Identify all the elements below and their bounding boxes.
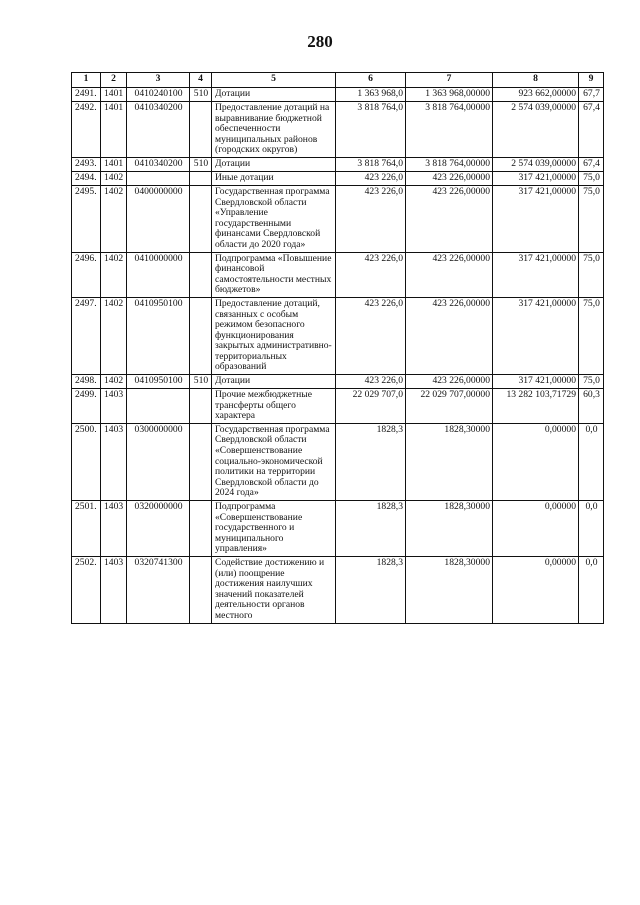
item-name: Государственная программа Свердловской области «Совершенствование социально-экономической политики на территории Свердловской области до 2024 года» xyxy=(212,423,336,500)
section-code: 1402 xyxy=(101,171,127,185)
table-row xyxy=(72,375,604,389)
row-number: 2493. xyxy=(72,157,101,171)
expense-type-code xyxy=(190,185,212,252)
table-row xyxy=(72,423,604,500)
header-col-5: 5 xyxy=(212,73,336,88)
section-code: 1401 xyxy=(101,102,127,158)
percent-col-9: 75,0 xyxy=(579,297,604,374)
expense-type-code xyxy=(190,171,212,185)
item-name: Иные дотации xyxy=(212,171,336,185)
section-code: 1403 xyxy=(101,389,127,424)
table-row xyxy=(72,556,604,623)
row-number: 2494. xyxy=(72,171,101,185)
section-code: 1401 xyxy=(101,157,127,171)
value-col-6: 3 818 764,0 xyxy=(336,102,406,158)
header-col-8: 8 xyxy=(493,73,579,88)
expense-type-code xyxy=(190,389,212,424)
section-code: 1401 xyxy=(101,88,127,102)
row-number: 2491. xyxy=(72,88,101,102)
percent-col-9: 0,0 xyxy=(579,501,604,557)
expense-type-code xyxy=(190,252,212,297)
target-article-code: 0410000000 xyxy=(127,252,190,297)
value-col-6: 423 226,0 xyxy=(336,297,406,374)
table-row xyxy=(72,252,604,297)
item-name: Предоставление дотаций на выравнивание бюджетной обеспеченности муниципальных районов (городских округов) xyxy=(212,102,336,158)
value-col-7: 423 226,00000 xyxy=(406,185,493,252)
value-col-6: 1828,3 xyxy=(336,556,406,623)
value-col-7: 423 226,00000 xyxy=(406,252,493,297)
value-col-7: 423 226,00000 xyxy=(406,297,493,374)
value-col-8: 0,00000 xyxy=(493,556,579,623)
value-col-7: 22 029 707,00000 xyxy=(406,389,493,424)
section-code: 1402 xyxy=(101,375,127,389)
target-article-code xyxy=(127,389,190,424)
target-article-code: 0410340200 xyxy=(127,157,190,171)
target-article-code: 0410340200 xyxy=(127,102,190,158)
target-article-code: 0410950100 xyxy=(127,375,190,389)
percent-col-9: 67,4 xyxy=(579,157,604,171)
section-code: 1403 xyxy=(101,501,127,557)
header-col-9: 9 xyxy=(579,73,604,88)
row-number: 2497. xyxy=(72,297,101,374)
table-row xyxy=(72,157,604,171)
value-col-8: 0,00000 xyxy=(493,423,579,500)
percent-col-9: 75,0 xyxy=(579,375,604,389)
target-article-code xyxy=(127,171,190,185)
percent-col-9: 0,0 xyxy=(579,556,604,623)
value-col-8: 2 574 039,00000 xyxy=(493,102,579,158)
row-number: 2501. xyxy=(72,501,101,557)
percent-col-9: 75,0 xyxy=(579,252,604,297)
header-row xyxy=(72,73,604,88)
header-col-7: 7 xyxy=(406,73,493,88)
item-name: Подпрограмма «Повышение финансовой самостоятельности местных бюджетов» xyxy=(212,252,336,297)
budget-table xyxy=(71,72,604,624)
value-col-8: 317 421,00000 xyxy=(493,185,579,252)
value-col-7: 1828,30000 xyxy=(406,423,493,500)
target-article-code: 0320000000 xyxy=(127,501,190,557)
table-row xyxy=(72,102,604,158)
expense-type-code xyxy=(190,501,212,557)
target-article-code: 0320741300 xyxy=(127,556,190,623)
item-name: Прочие межбюджетные трансферты общего характера xyxy=(212,389,336,424)
item-name: Подпрограмма «Совершенствование государственного и муниципального управления» xyxy=(212,501,336,557)
section-code: 1403 xyxy=(101,556,127,623)
item-name: Предоставление дотаций, связанных с особым режимом безопасного функционирования закрытых административно-территориальных образований xyxy=(212,297,336,374)
value-col-7: 3 818 764,00000 xyxy=(406,157,493,171)
item-name: Содействие достижению и (или) поощрение достижения наилучших значений показателей деятельности органов местного xyxy=(212,556,336,623)
value-col-6: 1 363 968,0 xyxy=(336,88,406,102)
value-col-8: 317 421,00000 xyxy=(493,297,579,374)
value-col-6: 1828,3 xyxy=(336,501,406,557)
percent-col-9: 0,0 xyxy=(579,423,604,500)
value-col-6: 423 226,0 xyxy=(336,185,406,252)
expense-type-code: 510 xyxy=(190,157,212,171)
value-col-7: 1828,30000 xyxy=(406,501,493,557)
expense-type-code xyxy=(190,297,212,374)
table-row xyxy=(72,501,604,557)
percent-col-9: 67,7 xyxy=(579,88,604,102)
value-col-7: 423 226,00000 xyxy=(406,171,493,185)
section-code: 1403 xyxy=(101,423,127,500)
value-col-6: 423 226,0 xyxy=(336,252,406,297)
expense-type-code xyxy=(190,556,212,623)
value-col-8: 0,00000 xyxy=(493,501,579,557)
table-row xyxy=(72,171,604,185)
value-col-7: 1828,30000 xyxy=(406,556,493,623)
item-name: Государственная программа Свердловской области «Управление государственными финансами Свердловской области до 2020 года» xyxy=(212,185,336,252)
expense-type-code: 510 xyxy=(190,375,212,389)
value-col-8: 13 282 103,71729 xyxy=(493,389,579,424)
percent-col-9: 67,4 xyxy=(579,102,604,158)
expense-type-code: 510 xyxy=(190,88,212,102)
value-col-8: 2 574 039,00000 xyxy=(493,157,579,171)
expense-type-code xyxy=(190,102,212,158)
table-row xyxy=(72,389,604,424)
value-col-6: 22 029 707,0 xyxy=(336,389,406,424)
percent-col-9: 75,0 xyxy=(579,185,604,252)
value-col-6: 3 818 764,0 xyxy=(336,157,406,171)
value-col-8: 317 421,00000 xyxy=(493,375,579,389)
value-col-7: 423 226,00000 xyxy=(406,375,493,389)
percent-col-9: 60,3 xyxy=(579,389,604,424)
target-article-code: 0410950100 xyxy=(127,297,190,374)
target-article-code: 0400000000 xyxy=(127,185,190,252)
value-col-8: 317 421,00000 xyxy=(493,171,579,185)
item-name: Дотации xyxy=(212,375,336,389)
table-row xyxy=(72,185,604,252)
percent-col-9: 75,0 xyxy=(579,171,604,185)
table-row xyxy=(72,88,604,102)
header-col-2: 2 xyxy=(101,73,127,88)
target-article-code: 0300000000 xyxy=(127,423,190,500)
value-col-6: 423 226,0 xyxy=(336,171,406,185)
item-name: Дотации xyxy=(212,88,336,102)
row-number: 2495. xyxy=(72,185,101,252)
item-name: Дотации xyxy=(212,157,336,171)
row-number: 2498. xyxy=(72,375,101,389)
section-code: 1402 xyxy=(101,252,127,297)
value-col-6: 1828,3 xyxy=(336,423,406,500)
table-row xyxy=(72,297,604,374)
section-code: 1402 xyxy=(101,185,127,252)
page-number: 280 xyxy=(307,32,333,51)
value-col-6: 423 226,0 xyxy=(336,375,406,389)
row-number: 2492. xyxy=(72,102,101,158)
value-col-7: 3 818 764,00000 xyxy=(406,102,493,158)
row-number: 2500. xyxy=(72,423,101,500)
row-number: 2499. xyxy=(72,389,101,424)
value-col-7: 1 363 968,00000 xyxy=(406,88,493,102)
value-col-8: 923 662,00000 xyxy=(493,88,579,102)
header-col-6: 6 xyxy=(336,73,406,88)
row-number: 2502. xyxy=(72,556,101,623)
header-col-1: 1 xyxy=(72,73,101,88)
target-article-code: 0410240100 xyxy=(127,88,190,102)
expense-type-code xyxy=(190,423,212,500)
value-col-8: 317 421,00000 xyxy=(493,252,579,297)
row-number: 2496. xyxy=(72,252,101,297)
header-col-3: 3 xyxy=(127,73,190,88)
header-col-4: 4 xyxy=(190,73,212,88)
section-code: 1402 xyxy=(101,297,127,374)
